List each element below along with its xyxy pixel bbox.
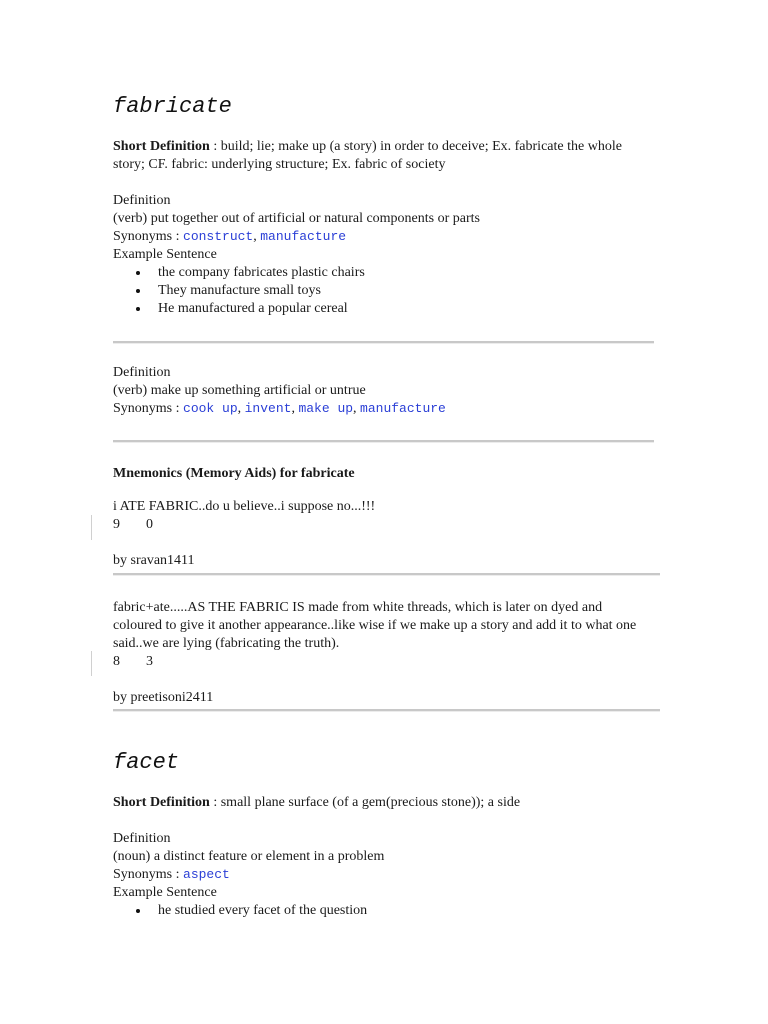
short-definition-label: Short Definition [113, 795, 210, 810]
synonyms-label: Synonyms : [113, 867, 184, 882]
vote-row [113, 653, 653, 671]
synonym-link-aspect[interactable]: aspect [183, 867, 230, 882]
example-item: the company fabricates plastic chairs [113, 264, 653, 282]
synonyms-row: Synonyms : cook up, invent, make up, manufacture [113, 401, 446, 416]
definition-block-1 [113, 192, 653, 318]
short-definition-text: : build; lie; make up (a story) in order to deceive; Ex. fabricate the whole story; CF. fabric: underlying structure; Ex. fabric of society [113, 139, 622, 172]
synonyms-row: Synonyms : construct, manufacture [113, 229, 347, 244]
mnemonic-item-2 [113, 599, 653, 707]
synonym-link-construct[interactable]: construct [183, 229, 254, 244]
definition-text: (verb) make up something artificial or untrue [113, 383, 366, 398]
definition-label: Definition [113, 365, 171, 380]
short-definition-text: : small plane surface (of a gem(precious stone)); a side [209, 795, 521, 810]
synonym-link-make-up[interactable]: make up [298, 401, 354, 416]
definition-text: (noun) a distinct feature or element in a problem [113, 849, 385, 864]
definition-text: (verb) put together out of artificial or natural components or parts [113, 211, 480, 226]
synonym-link-invent[interactable]: invent [244, 401, 292, 416]
vote-row [113, 516, 653, 534]
short-definition-facet [113, 794, 653, 812]
synonyms-label: Synonyms : [113, 401, 184, 416]
example-item: he studied every facet of the question [113, 902, 653, 920]
word-title-fabricate: fabricate [113, 94, 232, 119]
example-item: He manufactured a popular cereal [113, 300, 653, 318]
short-definition-label: Short Definition [113, 139, 210, 154]
synonym-link-manufacture[interactable]: manufacture [260, 229, 347, 244]
down-vote-count[interactable]: 0 [146, 517, 153, 532]
example-sentence-label: Example Sentence [113, 247, 217, 262]
vote-bar [91, 515, 92, 540]
definition-label: Definition [113, 193, 171, 208]
down-vote-count[interactable]: 3 [146, 654, 153, 669]
synonyms-label: Synonyms : [113, 229, 184, 244]
definition-label: Definition [113, 831, 171, 846]
mnemonic-author: by sravan1411 [113, 553, 195, 568]
synonym-link-cook-up[interactable]: cook up [183, 401, 238, 416]
example-list [113, 264, 653, 318]
divider [113, 341, 654, 344]
word-title-facet: facet [113, 750, 180, 775]
mnemonic-text: i ATE FABRIC..do u believe..i suppose no...!!! [113, 499, 376, 514]
definition-block-2 [113, 364, 653, 418]
synonyms-row [113, 866, 653, 884]
divider [113, 440, 654, 443]
example-sentence-label: Example Sentence [113, 885, 217, 900]
mnemonics-heading: Mnemonics (Memory Aids) for fabricate [113, 466, 355, 481]
vote-bar [91, 651, 92, 676]
mnemonic-text: fabric+ate.....AS THE FABRIC IS made from white threads, which is later on dyed and coloured to give it another appearance..like wise if we make up a story and add it to what one said..we are lying (fabricating the truth). [113, 600, 637, 651]
example-list [113, 902, 653, 920]
mnemonic-item-1 [113, 498, 653, 570]
divider [113, 573, 660, 576]
definition-block-facet [113, 830, 653, 920]
example-item: They manufacture small toys [113, 282, 653, 300]
divider [113, 709, 660, 712]
synonym-link-manufacture[interactable]: manufacture [360, 401, 446, 416]
up-vote-count[interactable]: 8 [113, 654, 120, 669]
up-vote-count[interactable]: 9 [113, 517, 120, 532]
mnemonic-author: by preetisoni2411 [113, 690, 214, 705]
short-definition-fabricate [113, 138, 653, 174]
